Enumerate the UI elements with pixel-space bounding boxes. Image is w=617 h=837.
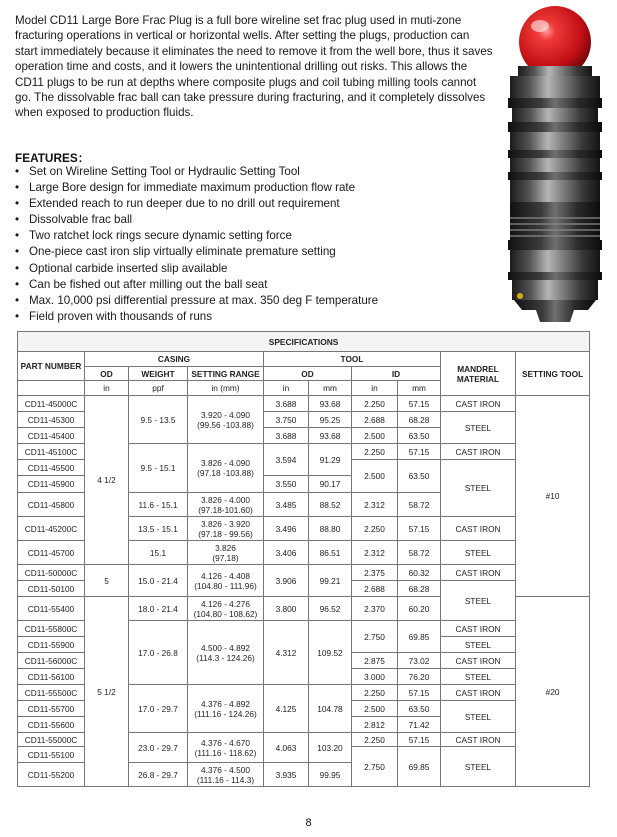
setting-range <box>188 565 264 597</box>
part-number: CD11-55200 <box>18 763 85 787</box>
specifications-table <box>17 331 590 787</box>
setting-range-mm: (114.3 - 124.26) <box>196 652 255 663</box>
unit-cell: in <box>264 381 309 396</box>
feature-item: • Extended reach to run deeper due to no drill out requirement <box>15 196 495 212</box>
mandrel-material: CAST IRON <box>441 685 516 701</box>
intro-paragraph: Model CD11 Large Bore Frac Plug is a full bore wireline set frac plug used in muti-zone fracturing operations in vertical or horizontal wells. After setting the plugs, production can start immediately because it eliminates the need to remove it from the well bore, thus it saves operation time and costs, and it lowers the unintentional drilling out risks. This allows the CD11 plugs to be run at depths where composite plugs and coil tubing milling tools cannot go. The dissolvable frac ball can take pressure during fracturing, and it completely dissolves when exposed to production fluids. <box>15 14 493 120</box>
unit-cell: in (mm) <box>188 381 264 396</box>
header-tool: TOOL <box>264 352 441 367</box>
header-setting-tool: SETTING TOOL <box>516 352 590 396</box>
weight: 17.0 - 29.7 <box>129 685 188 733</box>
mandrel-material: CAST IRON <box>441 565 516 581</box>
od-mm: 93.68 <box>309 428 352 444</box>
setting-range-mm: (97.18 - 99.56) <box>198 528 253 539</box>
id-in: 2.312 <box>352 493 398 517</box>
setting-range-in: 3.826 - 4.000 <box>201 494 250 505</box>
unit-cell: mm <box>309 381 352 396</box>
id-mm: 69.85 <box>398 747 441 787</box>
od-mm: 93.68 <box>309 396 352 412</box>
od-in: 3.485 <box>264 493 309 517</box>
part-number: CD11-55800C <box>18 621 85 637</box>
mandrel-material: STEEL <box>441 412 516 444</box>
setting-range-mm: (104.80 - 111.96) <box>194 580 257 591</box>
id-mm: 57.15 <box>398 733 441 747</box>
id-mm: 71.42 <box>398 717 441 733</box>
id-mm: 57.15 <box>398 444 441 460</box>
weight: 11.6 - 15.1 <box>129 493 188 517</box>
casing-od: 4 1/2 <box>85 396 129 565</box>
unit-cell: ppf <box>129 381 188 396</box>
setting-range-in: 4.126 - 4.408 <box>201 570 250 581</box>
part-number: CD11-55600 <box>18 717 85 733</box>
part-number: CD11-45700 <box>18 541 85 565</box>
feature-item: • Two ratchet lock rings secure dynamic setting force <box>15 228 495 244</box>
part-number: CD11-56100 <box>18 669 85 685</box>
id-mm: 57.15 <box>398 685 441 701</box>
id-mm: 73.02 <box>398 653 441 669</box>
weight: 13.5 - 15.1 <box>129 517 188 541</box>
part-number: CD11-45100C <box>18 444 85 460</box>
features-list <box>15 164 495 325</box>
mandrel-material: STEEL <box>441 460 516 517</box>
weight: 23.0 - 29.7 <box>129 733 188 763</box>
id-in: 2.250 <box>352 685 398 701</box>
unit-cell: in <box>352 381 398 396</box>
id-in: 2.750 <box>352 747 398 787</box>
mandrel-material: STEEL <box>441 669 516 685</box>
od-mm: 99.21 <box>309 565 352 597</box>
feature-item: • Max. 10,000 psi differential pressure at max. 350 deg F temperature <box>15 293 495 309</box>
weight: 9.5 - 15.1 <box>129 444 188 493</box>
id-mm: 69.85 <box>398 621 441 653</box>
id-mm: 68.28 <box>398 581 441 597</box>
header-tool-od: OD <box>264 367 352 381</box>
table-title: SPECIFICATIONS <box>18 332 590 352</box>
id-in: 2.312 <box>352 541 398 565</box>
header-part-number: PART NUMBER <box>18 352 85 381</box>
id-in: 2.250 <box>352 396 398 412</box>
setting-range-mm: (97.18) <box>212 552 239 563</box>
part-number: CD11-45800 <box>18 493 85 517</box>
od-in: 3.688 <box>264 428 309 444</box>
feature-item: • Set on Wireline Setting Tool or Hydraulic Setting Tool <box>15 164 495 180</box>
id-in: 3.000 <box>352 669 398 685</box>
setting-range-in: 3.826 - 3.920 <box>201 518 250 529</box>
od-in: 4.312 <box>264 621 309 685</box>
setting-range-in: 3.920 - 4.090 <box>201 409 250 420</box>
od-in: 3.935 <box>264 763 309 787</box>
od-in: 3.688 <box>264 396 309 412</box>
mandrel-material: CAST IRON <box>441 396 516 412</box>
part-number: CD11-55100 <box>18 747 85 763</box>
od-in: 4.125 <box>264 685 309 733</box>
feature-item: • Optional carbide inserted slip available <box>15 261 495 277</box>
mandrel-material: CAST IRON <box>441 653 516 669</box>
od-mm: 86.51 <box>309 541 352 565</box>
od-in: 3.750 <box>264 412 309 428</box>
header-setting-range: SETTING RANGE <box>188 367 264 381</box>
setting-range-in: 4.376 - 4.500 <box>201 764 250 775</box>
setting-range-mm: (99.56 -103.88) <box>197 419 254 430</box>
features-heading: FEATURES： <box>15 151 90 165</box>
feature-item: • Large Bore design for immediate maximum production flow rate <box>15 180 495 196</box>
table-row <box>18 565 590 581</box>
od-mm: 88.80 <box>309 517 352 541</box>
mandrel-material: STEEL <box>441 637 516 653</box>
id-mm: 58.72 <box>398 493 441 517</box>
part-number: CD11-55500C <box>18 685 85 701</box>
id-in: 2.250 <box>352 733 398 747</box>
id-in: 2.370 <box>352 597 398 621</box>
header-tool-id: ID <box>352 367 441 381</box>
id-in: 2.500 <box>352 428 398 444</box>
od-in: 3.906 <box>264 565 309 597</box>
plug-body-icon <box>508 66 602 322</box>
setting-range-mm: (111.16 - 118.62) <box>194 747 257 758</box>
part-number: CD11-45000C <box>18 396 85 412</box>
page-number: 8 <box>305 817 312 829</box>
id-in: 2.688 <box>352 412 398 428</box>
part-number: CD11-55000C <box>18 733 85 747</box>
id-in: 2.500 <box>352 701 398 717</box>
setting-range-mm: (104.80 - 108.62) <box>193 608 258 619</box>
mandrel-material: CAST IRON <box>441 621 516 637</box>
setting-range <box>188 597 264 621</box>
unit-cell: in <box>85 381 129 396</box>
setting-tool: #10 <box>516 396 590 597</box>
setting-range <box>188 493 264 517</box>
id-in: 2.688 <box>352 581 398 597</box>
weight: 18.0 - 21.4 <box>129 597 188 621</box>
id-mm: 58.72 <box>398 541 441 565</box>
mandrel-material: STEEL <box>441 701 516 733</box>
setting-range-in: 4.376 - 4.670 <box>201 737 250 748</box>
feature-item: • Dissolvable frac ball <box>15 212 495 228</box>
table-row <box>18 396 590 412</box>
od-mm: 104.78 <box>309 685 352 733</box>
part-number: CD11-50000C <box>18 565 85 581</box>
setting-range <box>188 444 264 493</box>
part-number: CD11-45900 <box>18 476 85 493</box>
unit-cell <box>18 381 85 396</box>
casing-od: 5 <box>85 565 129 597</box>
setting-tool: #20 <box>516 597 590 787</box>
id-in: 2.500 <box>352 460 398 493</box>
id-in: 2.812 <box>352 717 398 733</box>
setting-range-mm: (111.16 - 124.26) <box>194 708 257 719</box>
weight: 15.0 - 21.4 <box>129 565 188 597</box>
part-number: CD11-55900 <box>18 637 85 653</box>
header-casing: CASING <box>85 352 264 367</box>
id-mm: 63.50 <box>398 460 441 493</box>
mandrel-material: CAST IRON <box>441 733 516 747</box>
od-in: 3.594 <box>264 444 309 476</box>
weight: 26.8 - 29.7 <box>129 763 188 787</box>
od-mm: 88.52 <box>309 493 352 517</box>
part-number: CD11-45300 <box>18 412 85 428</box>
header-casing-od: OD <box>85 367 129 381</box>
setting-range <box>188 621 264 685</box>
id-in: 2.250 <box>352 444 398 460</box>
id-in: 2.250 <box>352 517 398 541</box>
id-mm: 68.28 <box>398 412 441 428</box>
id-mm: 57.15 <box>398 517 441 541</box>
setting-range <box>188 685 264 733</box>
header-mandrel-material: MANDREL MATERIAL <box>441 352 516 396</box>
part-number: CD11-45500 <box>18 460 85 476</box>
setting-range-mm: (97.18 -103.88) <box>197 468 254 478</box>
setting-range-in: 3.826 - 4.090 <box>201 458 250 468</box>
mandrel-material: STEEL <box>441 581 516 621</box>
od-in: 4.063 <box>264 733 309 763</box>
od-mm: 109.52 <box>309 621 352 685</box>
frac-plug-product-image <box>500 4 610 326</box>
id-in: 2.375 <box>352 565 398 581</box>
od-mm: 91.29 <box>309 444 352 476</box>
part-number: CD11-50100 <box>18 581 85 597</box>
setting-range-mm: (97.18-101.60) <box>198 504 253 515</box>
od-in: 3.406 <box>264 541 309 565</box>
setting-range <box>188 517 264 541</box>
od-mm: 99.95 <box>309 763 352 787</box>
setting-range <box>188 763 264 787</box>
casing-od: 5 1/2 <box>85 597 129 787</box>
setting-range <box>188 541 264 565</box>
weight: 17.0 - 26.8 <box>129 621 188 685</box>
part-number: CD11-45200C <box>18 517 85 541</box>
setting-range <box>188 396 264 444</box>
id-mm: 60.32 <box>398 565 441 581</box>
setting-range-mm: (111.16 - 114.3) <box>196 774 255 785</box>
header-weight: WEIGHT <box>129 367 188 381</box>
mandrel-material: CAST IRON <box>441 444 516 460</box>
id-mm: 63.50 <box>398 701 441 717</box>
setting-range-in: 4.376 - 4.892 <box>201 698 250 709</box>
weight: 15.1 <box>129 541 188 565</box>
od-in: 3.496 <box>264 517 309 541</box>
od-in: 3.550 <box>264 476 309 493</box>
setting-range-in: 3.826 <box>215 542 236 553</box>
id-mm: 63.50 <box>398 428 441 444</box>
part-number: CD11-56000C <box>18 653 85 669</box>
od-mm: 96.52 <box>309 597 352 621</box>
unit-cell: mm <box>398 381 441 396</box>
od-mm: 103.20 <box>309 733 352 763</box>
mandrel-material: CAST IRON <box>441 517 516 541</box>
setting-range <box>188 733 264 763</box>
id-mm: 76.20 <box>398 669 441 685</box>
id-in: 2.750 <box>352 621 398 653</box>
setting-range-in: 4.126 - 4.276 <box>201 598 250 609</box>
part-number: CD11-55700 <box>18 701 85 717</box>
mandrel-material: STEEL <box>441 747 516 787</box>
part-number: CD11-55400 <box>18 597 85 621</box>
od-in: 3.800 <box>264 597 309 621</box>
id-mm: 57.15 <box>398 396 441 412</box>
part-number: CD11-45400 <box>18 428 85 444</box>
id-mm: 60.20 <box>398 597 441 621</box>
id-in: 2.875 <box>352 653 398 669</box>
setting-range-in: 4.500 - 4.892 <box>201 642 250 653</box>
od-mm: 90.17 <box>309 476 352 493</box>
feature-item: • Field proven with thousands of runs <box>15 309 495 325</box>
mandrel-material: STEEL <box>441 541 516 565</box>
feature-item: • Can be fished out after milling out the ball seat <box>15 277 495 293</box>
weight: 9.5 - 13.5 <box>129 396 188 444</box>
feature-item: • One-piece cast iron slip virtually eliminate premature setting <box>15 244 495 260</box>
od-mm: 95.25 <box>309 412 352 428</box>
